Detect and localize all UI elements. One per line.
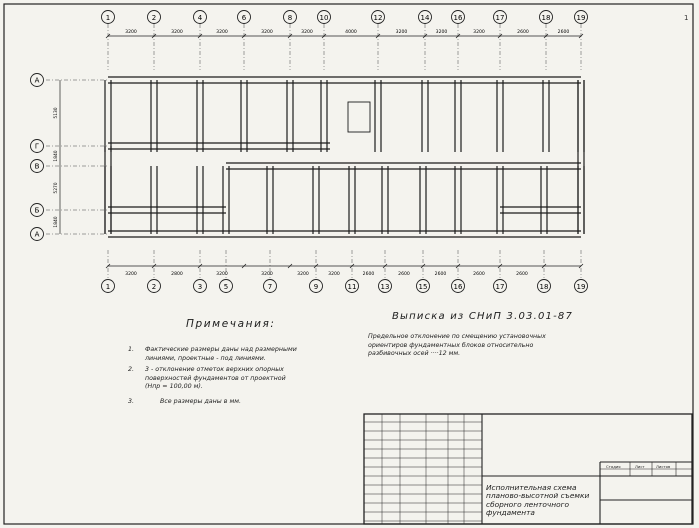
dimension-top: 3200: [125, 30, 137, 35]
dimension-bottom: 2800: [171, 272, 183, 277]
stamp-sheet-label: Лист: [635, 464, 645, 469]
note-3-text: Все размеры даны в мм.: [160, 398, 241, 405]
axis-label-top-17: 17: [495, 14, 505, 22]
axis-label-bottom-17: 17: [495, 283, 505, 291]
axis-label-bottom-9: 9: [313, 283, 319, 291]
axis-label-bottom-19: 19: [576, 283, 586, 291]
axis-label-bottom-7: 7: [267, 283, 273, 291]
dimension-bottom: 3200: [216, 272, 228, 277]
note-3-number: 3.: [128, 398, 135, 405]
axis-label-bottom-16: 16: [453, 283, 463, 291]
note-2-number: 2.: [128, 366, 135, 373]
dimension-left: 5270: [54, 182, 59, 194]
axis-label-top-2: 2: [151, 14, 157, 22]
notes-heading: Примечания:: [186, 318, 276, 330]
axis-label-bottom-5: 5: [223, 283, 229, 291]
dimension-top: 3200: [171, 30, 183, 35]
axis-label-bottom-3: 3: [197, 283, 203, 291]
axis-label-top-10: 10: [319, 14, 329, 22]
dimension-top: 3200: [435, 30, 448, 35]
axis-label-bottom-15: 15: [418, 283, 428, 291]
axis-label-top-14: 14: [420, 14, 430, 22]
dimension-top: 4000: [345, 30, 357, 35]
axis-label-top-12: 12: [373, 14, 383, 22]
dimension-bottom: 2600: [434, 272, 447, 277]
dimension-top: 3200: [473, 30, 485, 35]
axis-label-left-А: А: [34, 230, 40, 239]
axis-label-top-6: 6: [241, 14, 247, 22]
axis-label-bottom-13: 13: [380, 283, 390, 291]
stamp-drawing-title: Исполнительная схема планово-высотной съемки сборного ленточного фундамента: [486, 483, 590, 518]
axis-label-left-B: B: [34, 162, 40, 171]
sheet-frame: [4, 4, 693, 524]
dimension-top: 3200: [216, 30, 228, 35]
axis-label-bottom-1: 1: [105, 283, 111, 291]
extract-heading: Выписка из СНиП 3.03.01-87: [392, 311, 574, 322]
axis-label-bottom-11: 11: [347, 283, 357, 291]
axis-label-top-16: 16: [453, 14, 463, 22]
note-1-text: Фактические размеры даны над размерными линиями, проектные - под линиями.: [145, 346, 297, 362]
dimension-top: 3200: [261, 30, 273, 35]
note-1-number: 1.: [128, 346, 135, 353]
dimension-bottom: 2600: [473, 272, 485, 277]
dimension-bottom: 2600: [516, 272, 528, 277]
dimension-bottom: 3200: [297, 272, 309, 277]
axis-label-left-A: A: [34, 76, 40, 85]
axis-label-top-18: 18: [541, 14, 551, 22]
stamp-stage-label: Стадия: [606, 464, 621, 469]
axis-label-left-Б: Б: [34, 206, 40, 215]
axis-label-bottom-2: 2: [151, 283, 157, 291]
dimension-top: 2600: [517, 30, 529, 35]
axis-label-bottom-18: 18: [539, 283, 549, 291]
dimension-bottom: 3200: [261, 272, 273, 277]
dimension-left: 5130: [54, 107, 59, 119]
dimension-top: 3200: [301, 30, 313, 35]
note-2-text: 3 - отклонение отметок верхних опорных поверхностей фундаментов от проектной (Нпр = 100,00 м).: [145, 366, 286, 391]
dimension-bottom: 3200: [328, 272, 340, 277]
axis-label-top-19: 19: [576, 14, 586, 22]
sheet-number: 1: [684, 14, 689, 22]
axis-label-left-Г: Г: [34, 142, 40, 151]
dimension-bottom: 2600: [398, 272, 410, 277]
extract-text: Предельное отклонение по смещению установочных ориентиров фундаментных блоков относительно разбивочных осей ····12 мм.: [368, 333, 546, 358]
axis-label-top-4: 4: [197, 14, 203, 22]
dimension-bottom: 2600: [362, 272, 375, 277]
stairwell-outline: [348, 102, 370, 132]
dimension-top: 2600: [557, 30, 570, 35]
stamp-sheets-label: Листов: [656, 464, 671, 469]
dimension-top: 3200: [395, 30, 408, 35]
dimension-left: 1840: [54, 150, 59, 162]
dimension-left: 1840: [54, 216, 59, 228]
axis-label-top-1: 1: [105, 14, 111, 22]
axis-label-top-8: 8: [287, 14, 293, 22]
dimension-bottom: 3200: [125, 272, 137, 277]
